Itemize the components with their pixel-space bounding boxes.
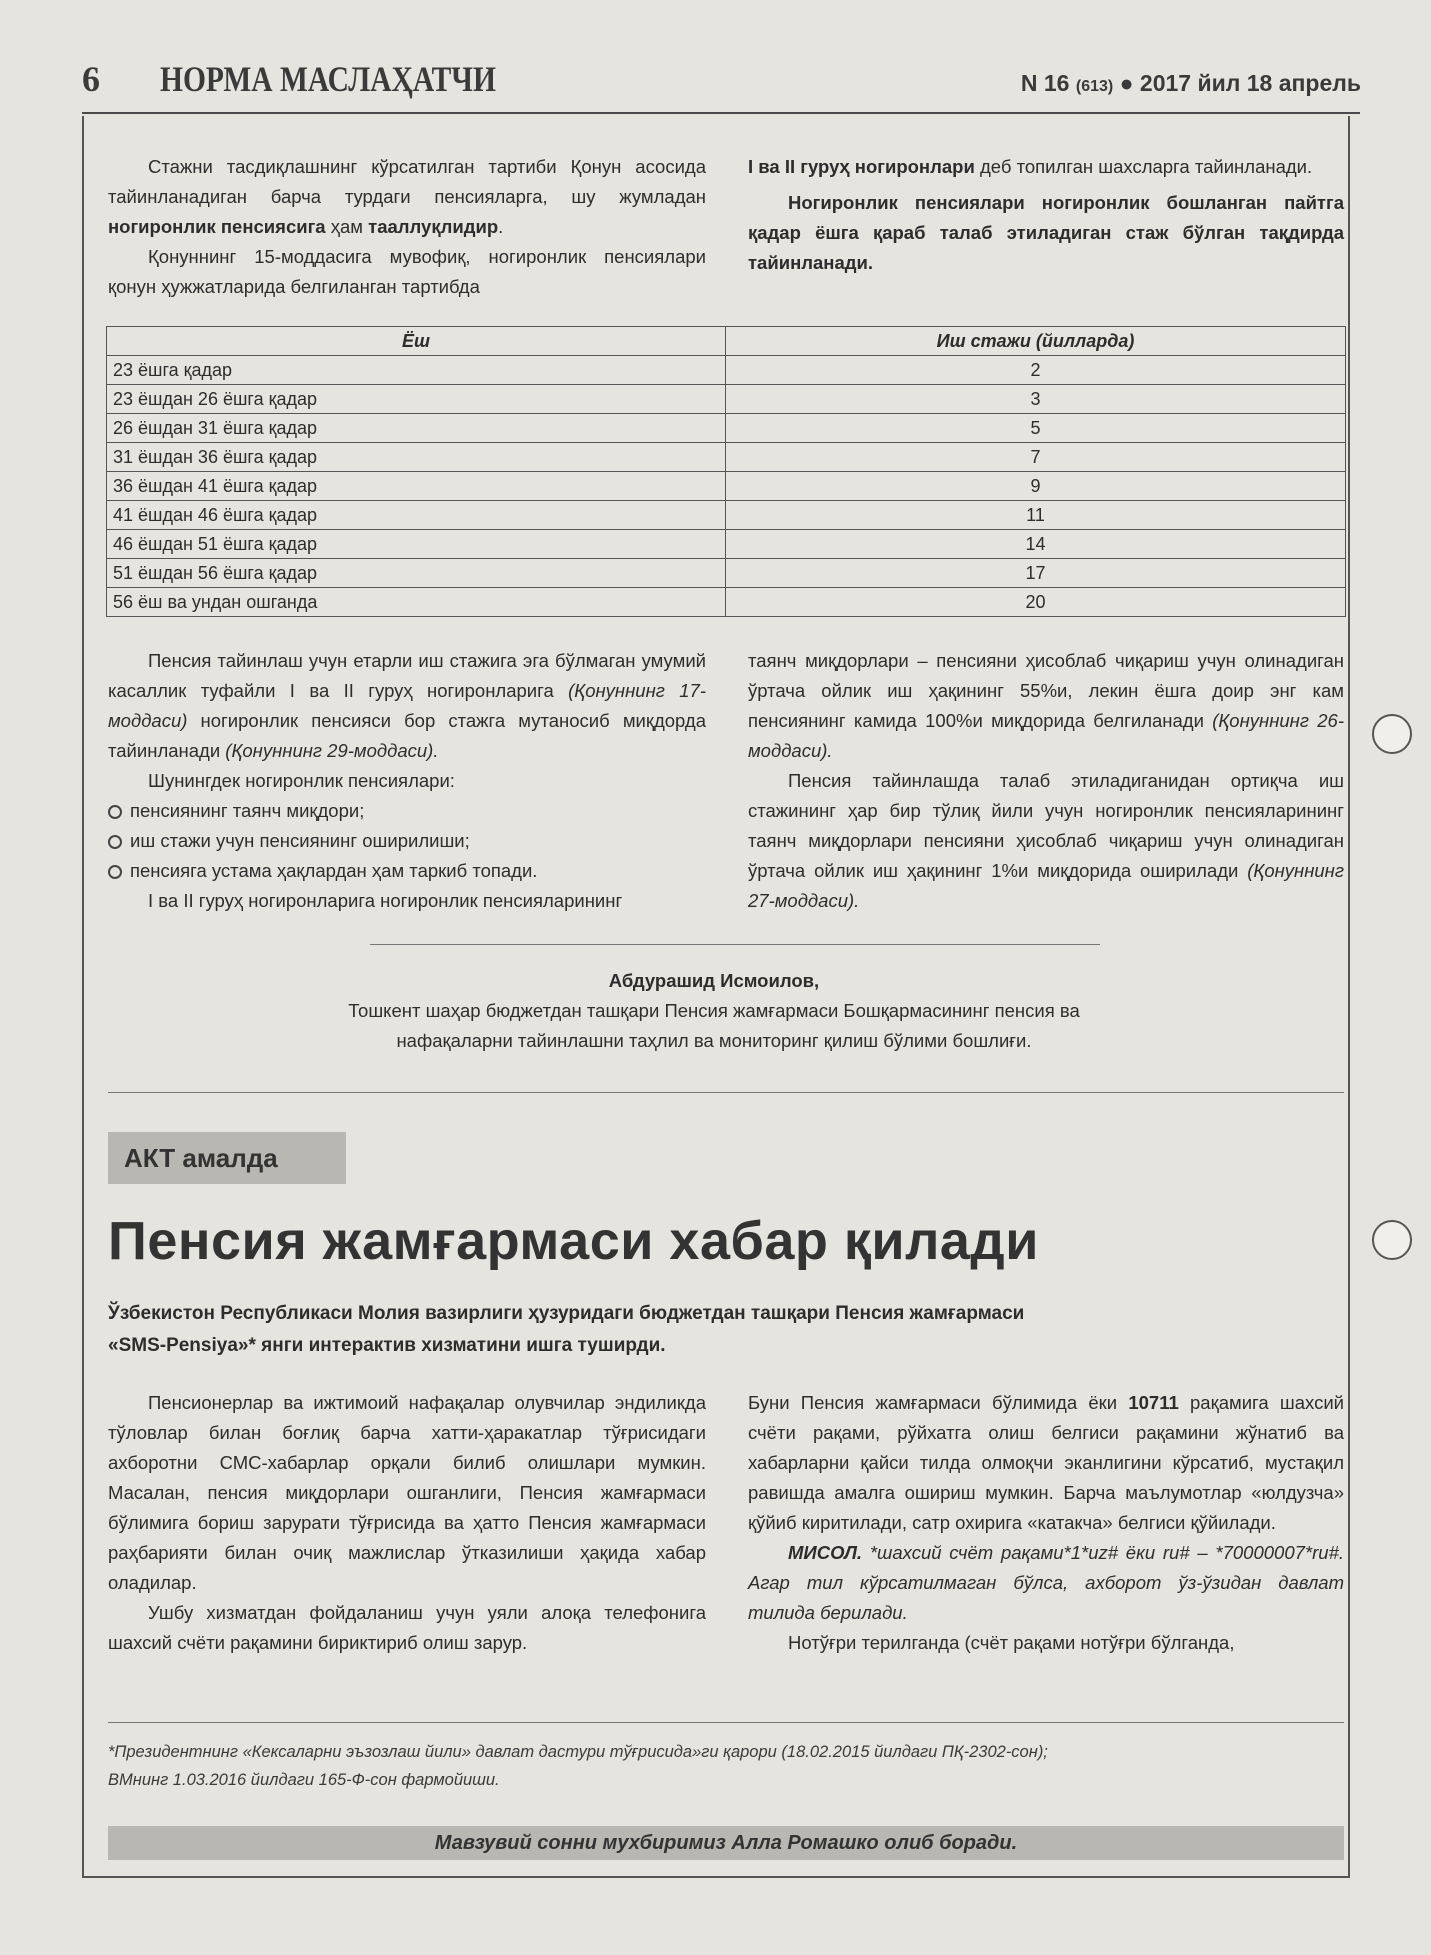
footnote-divider: [108, 1722, 1344, 1723]
footnote-line-1: *Президентнинг «Кексаларни эъзозлаш йили» давлат дастури тўғрисида»ги қарори (18.02.2015 йилдаги ПҚ-2302-сон);: [108, 1743, 1048, 1761]
act-right-paragraph-2: МИСОЛ. *шахсий счёт рақами*1*uz# ёки ru# – *70000007*ru#. Агар тил кўрсатилмаган бўлса, ахборот ўз-ўзидан давлат тилида берилади.: [748, 1542, 1344, 1623]
section-divider: [108, 1092, 1344, 1093]
table-cell-age: 23 ёшга қадар: [107, 356, 726, 385]
table-cell-age: 36 ёшдан 41 ёшга қадар: [107, 472, 726, 501]
table-header-years: Иш стажи (йилларда): [726, 327, 1346, 356]
table-cell-years: 7: [726, 443, 1346, 472]
footnote: [108, 1738, 1348, 1794]
act-left-paragraph-2: Ушбу хизматдан фойдаланиш учун уяли алоқа телефонига шахсий счёти рақамини бириктириб олиш зарур.: [108, 1602, 706, 1653]
table-cell-years: 2: [726, 356, 1346, 385]
intro-left-column: [108, 152, 706, 302]
table-cell-years: 17: [726, 559, 1346, 588]
footnote-line-2: ВМнинг 1.03.2016 йилдаги 165-Ф-сон фармойиши.: [108, 1771, 500, 1789]
table-row: [107, 443, 1346, 472]
act-right-paragraph-3: Нотўғри терилганда (счёт рақами нотўғри бўлганда,: [788, 1632, 1235, 1653]
middle-left-paragraph-2: Шунингдек ногиронлик пенсиялари:: [148, 770, 455, 791]
author-position-line-2: нафақаларни тайинлашни таҳлил ва мониторинг қилиш бўлими бошлиғи.: [396, 1030, 1032, 1051]
table-row: [107, 530, 1346, 559]
issue-info: [1021, 70, 1361, 97]
table-cell-age: 56 ёш ва ундан ошганда: [107, 588, 726, 617]
table-cell-age: 51 ёшдан 56 ёшга қадар: [107, 559, 726, 588]
middle-right-paragraph-1: таянч миқдорлари – пенсияни ҳисоблаб чиқариш учун олинадиган ўртача ойлик иш ҳақининг 55%и, лекин ёшга доир энг кам пенсиянинг камида 100%и миқдорида белгиланади (Қонуннинг 26-моддаси).: [748, 650, 1344, 761]
signature-divider: [370, 944, 1100, 945]
newspaper-title: НОРМА МАСЛАҲАТЧИ: [160, 59, 496, 99]
table-cell-age: 46 ёшдан 51 ёшга қадар: [107, 530, 726, 559]
middle-left-column: [108, 646, 706, 916]
table-cell-age: 26 ёшдан 31 ёшга қадар: [107, 414, 726, 443]
middle-right-column: [748, 646, 1344, 916]
table-cell-years: 3: [726, 385, 1346, 414]
table-cell-age: 23 ёшдан 26 ёшга қадар: [107, 385, 726, 414]
table-cell-years: 14: [726, 530, 1346, 559]
seniority-table: [106, 326, 1346, 617]
table-row: [107, 501, 1346, 530]
author-signature: [82, 966, 1346, 1056]
table-row: [107, 414, 1346, 443]
bullet-icon: [108, 865, 122, 879]
bullet-icon: [108, 835, 122, 849]
issue-number: N 16: [1020, 70, 1070, 96]
punch-hole-icon: [1372, 714, 1412, 754]
table-cell-years: 11: [726, 501, 1346, 530]
bullet-item: иш стажи учун пенсиянинг оширилиши;: [108, 826, 706, 856]
page-number: 6: [82, 59, 100, 99]
punch-hole-icon: [1372, 1220, 1412, 1260]
act-right-column: [748, 1388, 1344, 1658]
lead-line-1: Ўзбекистон Республикаси Молия вазирлиги ҳузуридаги бюджетдан ташқари Пенсия жамғармаси: [108, 1303, 1025, 1324]
middle-left-paragraph-3: I ва II гуруҳ ногиронларига ногиронлик пенсияларининг: [148, 890, 623, 911]
table-cell-years: 5: [726, 414, 1346, 443]
intro-left-paragraph-1: Стажни тасдиқлашнинг кўрсатилган тартиби Қонун асосида тайинланадиган барча турдаги пенсияларга, шу жумладан ногиронлик пенсиясига ҳам тааллуқлидир.: [108, 156, 706, 237]
table-row: [107, 559, 1346, 588]
intro-right-paragraph-2: Ногиронлик пенсиялари ногиронлик бошланган пайтга қадар ёшга қараб талаб этиладиган стаж бўлган тақдирда тайинланади.: [748, 192, 1344, 273]
table-cell-years: 20: [726, 588, 1346, 617]
bottom-banner: Мавзувий сонни мухбиримиз Алла Ромашко олиб боради.: [108, 1826, 1344, 1860]
table-row: [107, 588, 1346, 617]
author-name: Абдурашид Исмоилов,: [608, 970, 820, 991]
intro-right-column: [748, 152, 1344, 278]
table-cell-age: 41 ёшдан 46 ёшга қадар: [107, 501, 726, 530]
table-cell-age: 31 ёшдан 36 ёшга қадар: [107, 443, 726, 472]
table-header-age: Ёш: [107, 327, 726, 356]
intro-left-paragraph-2: Қонуннинг 15-моддасига мувофиқ, ногиронлик пенсиялари қонун ҳужжатларида белгиланган тартибда: [108, 246, 706, 297]
bullet-item: пенсиянинг таянч миқдори;: [108, 796, 706, 826]
bullet-icon: [108, 805, 122, 819]
section-badge: АКТ амалда: [108, 1132, 346, 1184]
issue-total: (613): [1075, 78, 1114, 95]
table-header-row: [107, 327, 1346, 356]
bullet-item: пенсияга устама ҳақлардан ҳам таркиб топади.: [108, 856, 706, 886]
table-row: [107, 472, 1346, 501]
middle-left-paragraph-1: Пенсия тайинлаш учун етарли иш стажига эга бўлмаган умумий касаллик туфайли I ва II гуруҳ ногиронларига (Қонуннинг 17-моддаси) ногиронлик пенсияси бор стажга мутаносиб миқдорда тайинланади (Қонуннинг 29-моддаси).: [108, 650, 706, 761]
table-cell-years: 9: [726, 472, 1346, 501]
author-position-line-1: Тошкент шаҳар бюджетдан ташқари Пенсия жамғармаси Бошқармасининг пенсия ва: [348, 1000, 1080, 1021]
lead-line-2: «SMS-Pensiya»* янги интерактив хизматини ишга туширди.: [108, 1335, 666, 1356]
article-headline: Пенсия жамғармаси хабар қилади: [108, 1211, 1039, 1271]
intro-right-paragraph-1: I ва II гуруҳ ногиронлари деб топилган шахсларга тайинланади.: [748, 156, 1313, 177]
table-row: [107, 385, 1346, 414]
article-lead: [108, 1298, 1338, 1362]
header-rule: [82, 112, 1360, 114]
act-right-paragraph-1: Буни Пенсия жамғармаси бўлимида ёки 10711 рақамига шахсий счёти рақами, рўйхатга олиш белгиси рақамини жўнатиб ва хабарларни қайси тилда олмоқчи эканлигини кўрсатиб, мустақил равишда амалга ошириш мумкин. Барча маълумотлар «юлдузча» қўйиб киритилади, сатр охирига «катакча» белгиси қўйилади.: [748, 1392, 1345, 1533]
table-row: [107, 356, 1346, 385]
act-left-column: [108, 1388, 706, 1658]
middle-right-paragraph-2: Пенсия тайинлашда талаб этиладиганидан ортиқча иш стажининг ҳар бир тўлиқ йили учун ногиронлик пенсияларининг таянч миқдорлари пенсияни ҳисоблаб чиқариш учун олинадиган ўртача ойлик иш ҳақининг 1%и миқдорида оширилади (Қонуннинг 27-моддаси).: [748, 770, 1344, 911]
issue-date: ● 2017 йил 18 апрель: [1119, 70, 1361, 96]
act-left-paragraph-1: Пенсионерлар ва ижтимоий нафақалар олувчилар эндиликда тўловлар билан боғлиқ барча хатти-ҳаракатлар тўғрисидаги ахборотни СМС-хабарлар орқали билиб олишлари мумкин. Масалан, пенсия миқдорлари ошганлиги, Пенсия жамғармаси бўлимига бориш зарурати тўғрисида ва ҳатто Пенсия жамғармаси раҳбарияти билан очиқ мажлислар ўтказилиши ҳақида хабар оладилар.: [108, 1392, 706, 1593]
